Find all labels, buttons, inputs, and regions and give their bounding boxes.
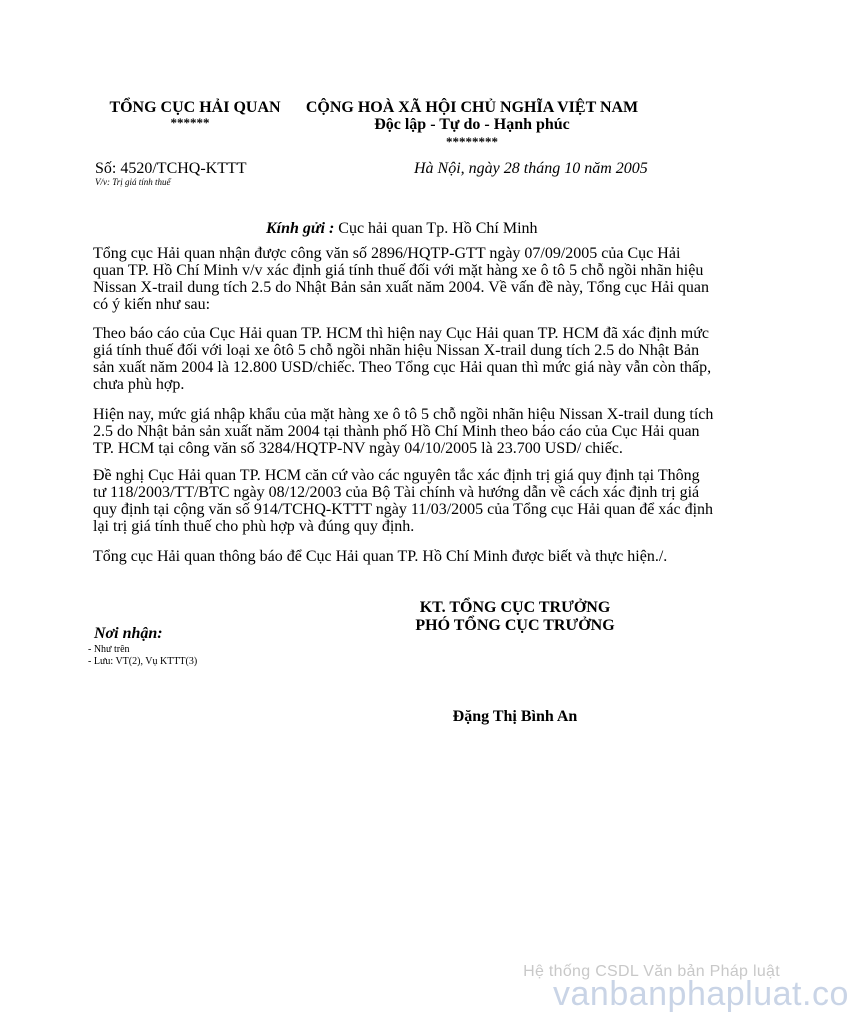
recipients-item-2: - Lưu: VT(2), Vụ KTTT(3) (88, 656, 198, 667)
body-paragraph-2: Theo báo cáo của Cục Hải quan TP. HCM thì hiện nay Cục Hải quan TP. HCM đã xác định mức giá tính thuế đối với loại xe ôtô 5 chỗ ngồi nhãn hiệu Nissan X-trail dung tích 2.5 do Nhật Bản sản xuất năm 2004 là 12.800 USD/chiếc. Theo Tổng cục Hải quan thì mức giá này vẫn còn thấp, chưa phù hợp. (93, 325, 712, 393)
place-date: Hà Nội, ngày 28 tháng 10 năm 2005 (414, 160, 648, 177)
recipient-name: Cục hải quan Tp. Hồ Chí Minh (338, 220, 538, 237)
body-paragraph-5: Tổng cục Hải quan thông báo để Cục Hải quan TP. Hồ Chí Minh được biết và thực hiện./. (93, 548, 668, 565)
signature-title-1: KT. TỔNG CỤC TRƯỞNG (419, 599, 611, 616)
nation-title: CỘNG HOÀ XÃ HỘI CHỦ NGHĨA VIỆT NAM (305, 99, 639, 116)
body-paragraph-3: Hiện nay, mức giá nhập khẩu của mặt hàng xe ô tô 5 chỗ ngồi nhãn hiệu Nissan X-trail dung tích 2.5 do Nhật bản sản xuất năm 2004 tại thành phố Hồ Chí Minh theo báo cáo của Cục Hải quan TP. HCM tại công văn số 3284/HQTP-NV ngày 04/10/2005 là 23.700 USD/ chiếc. (93, 406, 714, 457)
agency-stars: ****** (170, 115, 210, 130)
watermark-site: vanbanphapluat.co (553, 975, 849, 1013)
motto: Độc lập - Tự do - Hạnh phúc (374, 116, 570, 133)
recipients-title: Nơi nhận: (94, 625, 163, 642)
motto-stars: ******** (446, 134, 498, 149)
agency-name: TỔNG CỤC HẢI QUAN (109, 99, 281, 116)
signature-title-2: PHÓ TỔNG CỤC TRƯỞNG (415, 617, 615, 634)
document-subject: V/v: Trị giá tính thuế (95, 177, 171, 187)
body-paragraph-1: Tổng cục Hải quan nhận được công văn số 2896/HQTP-GTT ngày 07/09/2005 của Cục Hải quan TP. Hồ Chí Minh v/v xác định giá tính thuế đối với mặt hàng xe ô tô 5 chỗ ngồi nhãn hiệu Nissan X-trail dung tích 2.5 do Nhật Bản sản xuất năm 2004. Về vấn đề này, Tổng cục Hải quan có ý kiến như sau: (93, 245, 710, 313)
signatory-name: Đặng Thị Bình An (452, 708, 578, 725)
watermark-caption: Hệ thống CSDL Văn bản Pháp luật (523, 963, 780, 980)
document-number: Số: 4520/TCHQ-KTTT (95, 160, 247, 177)
body-paragraph-4: Đề nghị Cục Hải quan TP. HCM căn cứ vào các nguyên tắc xác định trị giá quy định tại Thông tư 118/2003/TT/BTC ngày 08/12/2003 của Bộ Tài chính và hướng dẫn về cách xác định trị giá quy định tại cộng văn số 914/TCHQ-KTTT ngày 11/03/2005 của Tổng cục Hải quan để xác định lại trị giá tính thuế cho phù hợp và đúng quy định. (93, 467, 714, 535)
recipient-label: Kính gửi : (266, 220, 335, 237)
recipients-item-1: - Như trên (88, 644, 130, 655)
recipient-line (266, 220, 538, 238)
